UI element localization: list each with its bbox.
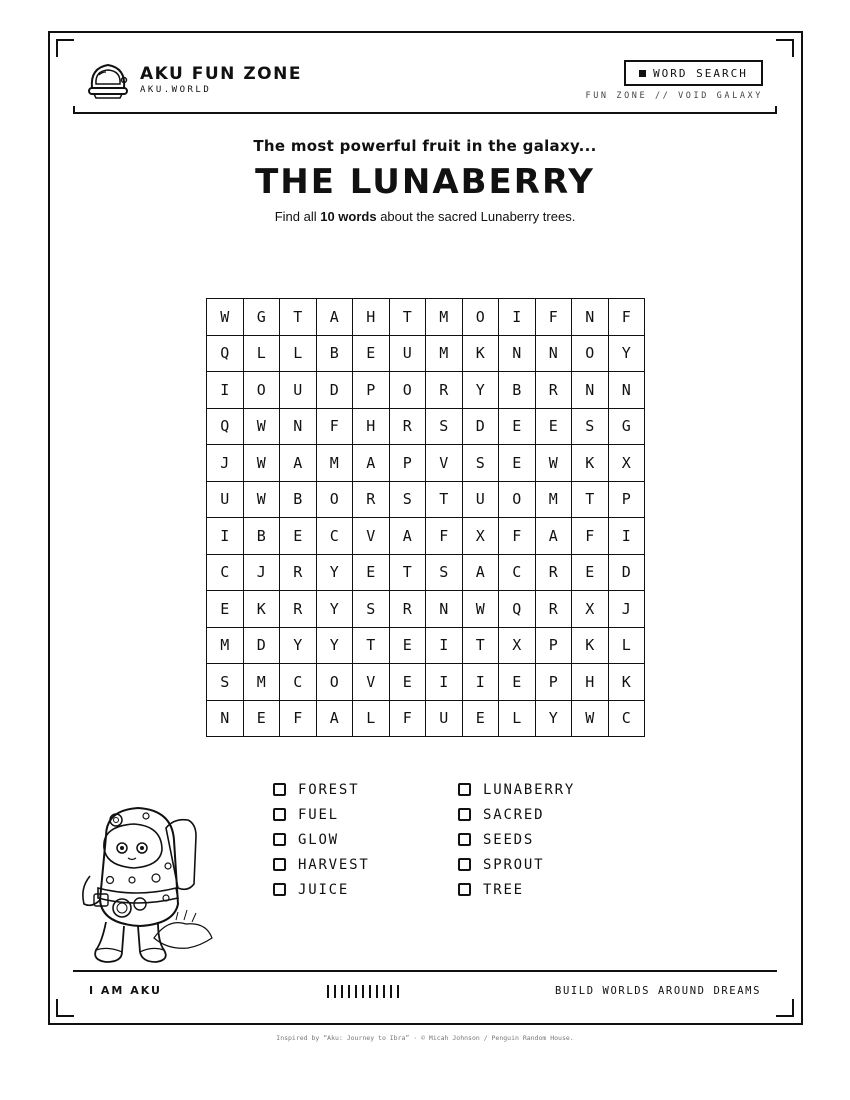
grid-cell[interactable]: U: [426, 701, 463, 738]
grid-cell[interactable]: H: [353, 299, 390, 336]
grid-cell[interactable]: R: [536, 591, 573, 628]
grid-cell[interactable]: A: [390, 518, 427, 555]
grid-cell[interactable]: S: [463, 445, 500, 482]
grid-cell[interactable]: X: [463, 518, 500, 555]
grid-cell[interactable]: A: [280, 445, 317, 482]
grid-cell[interactable]: N: [499, 336, 536, 373]
grid-cell[interactable]: F: [317, 409, 354, 446]
corner-mark-top-right: [776, 39, 794, 57]
grid-cell[interactable]: O: [390, 372, 427, 409]
grid-cell[interactable]: E: [499, 664, 536, 701]
word-list-item[interactable]: [458, 827, 575, 852]
word-checkbox[interactable]: [458, 833, 471, 846]
word-list-item[interactable]: [458, 877, 575, 902]
grid-cell[interactable]: R: [426, 372, 463, 409]
word-checkbox[interactable]: [273, 808, 286, 821]
corner-mark-bottom-left: [56, 999, 74, 1017]
grid-cell[interactable]: Y: [280, 628, 317, 665]
word-search-badge-label: WORD SEARCH: [653, 66, 748, 80]
grid-cell[interactable]: T: [390, 555, 427, 592]
grid-cell[interactable]: E: [244, 701, 281, 738]
grid-cell[interactable]: D: [463, 409, 500, 446]
grid-cell[interactable]: U: [280, 372, 317, 409]
barcode-icon: [327, 985, 399, 998]
grid-cell[interactable]: B: [317, 336, 354, 373]
grid-cell[interactable]: K: [609, 664, 646, 701]
grid-cell[interactable]: D: [317, 372, 354, 409]
header-divider: [73, 106, 777, 114]
grid-cell[interactable]: K: [572, 628, 609, 665]
corner-mark-top-left: [56, 39, 74, 57]
footer-divider: [73, 970, 777, 972]
word-list-column-2: [458, 777, 575, 902]
grid-cell[interactable]: N: [426, 591, 463, 628]
grid-cell[interactable]: J: [609, 591, 646, 628]
grid-cell[interactable]: T: [280, 299, 317, 336]
grid-cell[interactable]: C: [317, 518, 354, 555]
grid-cell[interactable]: Y: [317, 591, 354, 628]
grid-cell[interactable]: J: [244, 555, 281, 592]
grid-cell[interactable]: J: [207, 445, 244, 482]
grid-cell[interactable]: L: [353, 701, 390, 738]
grid-cell[interactable]: N: [572, 372, 609, 409]
word-checkbox[interactable]: [273, 883, 286, 896]
grid-cell[interactable]: I: [499, 299, 536, 336]
grid-cell[interactable]: E: [463, 701, 500, 738]
word-checkbox[interactable]: [458, 808, 471, 821]
grid-cell[interactable]: K: [572, 445, 609, 482]
grid-cell[interactable]: S: [207, 664, 244, 701]
grid-cell[interactable]: H: [572, 664, 609, 701]
grid-cell[interactable]: M: [536, 482, 573, 519]
grid-cell[interactable]: R: [536, 372, 573, 409]
word-checkbox[interactable]: [273, 783, 286, 796]
grid-cell[interactable]: W: [463, 591, 500, 628]
grid-cell[interactable]: N: [572, 299, 609, 336]
astronaut-helmet-icon: [86, 60, 130, 100]
instructions-word-count: 10 words: [320, 209, 377, 224]
word-list-column-1: [273, 777, 370, 902]
brand-url: AKU.WORLD: [140, 85, 212, 95]
grid-cell[interactable]: N: [609, 372, 646, 409]
grid-cell[interactable]: E: [207, 591, 244, 628]
grid-cell[interactable]: F: [280, 701, 317, 738]
grid-cell[interactable]: A: [353, 445, 390, 482]
grid-cell[interactable]: Y: [609, 336, 646, 373]
grid-cell[interactable]: Q: [207, 409, 244, 446]
grid-cell[interactable]: Y: [317, 628, 354, 665]
grid-cell[interactable]: O: [317, 664, 354, 701]
grid-cell[interactable]: F: [426, 518, 463, 555]
grid-cell[interactable]: D: [244, 628, 281, 665]
grid-cell[interactable]: O: [572, 336, 609, 373]
grid-cell[interactable]: N: [207, 701, 244, 738]
grid-cell[interactable]: E: [353, 555, 390, 592]
aku-mascot-illustration: [76, 796, 216, 968]
grid-cell[interactable]: T: [353, 628, 390, 665]
word-label: SEEDS: [483, 831, 535, 848]
grid-cell[interactable]: A: [463, 555, 500, 592]
grid-cell[interactable]: E: [499, 409, 536, 446]
grid-cell[interactable]: W: [244, 409, 281, 446]
grid-cell[interactable]: I: [207, 518, 244, 555]
word-search-grid[interactable]: [206, 298, 645, 737]
grid-cell[interactable]: T: [572, 482, 609, 519]
grid-cell[interactable]: M: [317, 445, 354, 482]
grid-cell[interactable]: K: [463, 336, 500, 373]
grid-cell[interactable]: M: [207, 628, 244, 665]
grid-cell[interactable]: I: [207, 372, 244, 409]
grid-cell[interactable]: T: [426, 482, 463, 519]
word-checkbox[interactable]: [458, 858, 471, 871]
grid-cell[interactable]: O: [317, 482, 354, 519]
grid-cell[interactable]: E: [353, 336, 390, 373]
word-label: HARVEST: [298, 856, 370, 873]
grid-cell[interactable]: E: [280, 518, 317, 555]
grid-cell[interactable]: G: [609, 409, 646, 446]
grid-cell[interactable]: U: [207, 482, 244, 519]
grid-cell[interactable]: C: [499, 555, 536, 592]
grid-cell[interactable]: Q: [499, 591, 536, 628]
brand-name: AKU FUN ZONE: [140, 64, 302, 84]
grid-cell[interactable]: C: [280, 664, 317, 701]
grid-cell[interactable]: X: [609, 445, 646, 482]
word-checkbox[interactable]: [273, 858, 286, 871]
grid-cell[interactable]: A: [536, 518, 573, 555]
grid-cell[interactable]: E: [536, 409, 573, 446]
word-label: SACRED: [483, 806, 545, 823]
grid-cell[interactable]: I: [609, 518, 646, 555]
grid-cell[interactable]: V: [426, 445, 463, 482]
grid-cell[interactable]: Y: [317, 555, 354, 592]
grid-cell[interactable]: L: [244, 336, 281, 373]
word-list-item[interactable]: [458, 777, 575, 802]
grid-cell[interactable]: I: [426, 664, 463, 701]
grid-cell[interactable]: R: [280, 555, 317, 592]
word-label: JUICE: [298, 881, 350, 898]
instructions: [0, 209, 850, 224]
grid-cell[interactable]: N: [280, 409, 317, 446]
grid-cell[interactable]: P: [536, 664, 573, 701]
grid-cell[interactable]: P: [390, 445, 427, 482]
grid-cell[interactable]: B: [499, 372, 536, 409]
grid-cell[interactable]: E: [390, 628, 427, 665]
grid-cell[interactable]: P: [353, 372, 390, 409]
grid-cell[interactable]: C: [207, 555, 244, 592]
grid-cell[interactable]: T: [390, 299, 427, 336]
word-list-item[interactable]: [458, 802, 575, 827]
grid-cell[interactable]: G: [244, 299, 281, 336]
grid-cell[interactable]: D: [609, 555, 646, 592]
grid-cell[interactable]: S: [353, 591, 390, 628]
grid-cell[interactable]: S: [390, 482, 427, 519]
grid-cell[interactable]: I: [426, 628, 463, 665]
grid-cell[interactable]: F: [609, 299, 646, 336]
grid-cell[interactable]: S: [426, 555, 463, 592]
instructions-suffix: about the sacred Lunaberry trees.: [376, 209, 576, 224]
grid-cell[interactable]: S: [572, 409, 609, 446]
grid-cell[interactable]: P: [609, 482, 646, 519]
credit-line: Inspired by “Aku: Journey to Ibra” · © Micah Johnson / Penguin Random House.: [276, 1034, 574, 1042]
corner-mark-bottom-right: [776, 999, 794, 1017]
word-checkbox[interactable]: [458, 783, 471, 796]
word-checkbox[interactable]: [273, 833, 286, 846]
grid-cell[interactable]: F: [536, 299, 573, 336]
grid-cell[interactable]: X: [499, 628, 536, 665]
word-list-item[interactable]: [273, 852, 370, 877]
grid-cell[interactable]: Y: [536, 701, 573, 738]
instructions-prefix: Find all: [274, 209, 321, 224]
grid-cell[interactable]: S: [426, 409, 463, 446]
word-label: LUNABERRY: [483, 781, 576, 798]
grid-cell[interactable]: W: [207, 299, 244, 336]
grid-cell[interactable]: I: [463, 664, 500, 701]
grid-cell[interactable]: U: [463, 482, 500, 519]
word-list-item[interactable]: [273, 777, 370, 802]
grid-cell[interactable]: A: [317, 701, 354, 738]
grid-cell[interactable]: V: [353, 518, 390, 555]
grid-cell[interactable]: R: [390, 591, 427, 628]
grid-cell[interactable]: X: [572, 591, 609, 628]
grid-cell[interactable]: Q: [207, 336, 244, 373]
grid-cell[interactable]: E: [499, 445, 536, 482]
grid-cell[interactable]: K: [244, 591, 281, 628]
grid-cell[interactable]: M: [426, 299, 463, 336]
footer-tagline: I AM AKU: [89, 984, 162, 997]
grid-cell[interactable]: W: [536, 445, 573, 482]
word-label: TREE: [483, 881, 524, 898]
word-checkbox[interactable]: [458, 883, 471, 896]
page-title: THE LUNABERRY: [255, 162, 595, 202]
tagline: The most powerful fruit in the galaxy...: [253, 137, 597, 155]
grid-cell[interactable]: C: [609, 701, 646, 738]
word-label: GLOW: [298, 831, 339, 848]
grid-cell[interactable]: O: [244, 372, 281, 409]
grid-cell[interactable]: Y: [463, 372, 500, 409]
grid-cell[interactable]: R: [536, 555, 573, 592]
grid-cell[interactable]: B: [280, 482, 317, 519]
grid-cell[interactable]: L: [499, 701, 536, 738]
grid-cell[interactable]: F: [390, 701, 427, 738]
grid-cell[interactable]: A: [317, 299, 354, 336]
grid-cell[interactable]: R: [353, 482, 390, 519]
word-list-item[interactable]: [458, 852, 575, 877]
footer-motto: BUILD WORLDS AROUND DREAMS: [555, 985, 761, 997]
grid-cell[interactable]: V: [353, 664, 390, 701]
grid-cell[interactable]: F: [499, 518, 536, 555]
grid-cell[interactable]: H: [353, 409, 390, 446]
grid-cell[interactable]: M: [426, 336, 463, 373]
grid-cell[interactable]: N: [536, 336, 573, 373]
word-list-item[interactable]: [273, 827, 370, 852]
grid-cell[interactable]: E: [572, 555, 609, 592]
grid-cell[interactable]: R: [280, 591, 317, 628]
word-label: FOREST: [298, 781, 360, 798]
square-bullet-icon: [639, 70, 646, 77]
grid-cell[interactable]: E: [390, 664, 427, 701]
grid-cell[interactable]: L: [609, 628, 646, 665]
grid-cell[interactable]: F: [572, 518, 609, 555]
word-list-item[interactable]: [273, 802, 370, 827]
word-search-badge: [624, 60, 763, 86]
grid-cell[interactable]: M: [244, 664, 281, 701]
zone-tag: FUN ZONE // VOID GALAXY: [585, 91, 763, 101]
grid-cell[interactable]: W: [244, 482, 281, 519]
word-list-item[interactable]: [273, 877, 370, 902]
grid-cell[interactable]: T: [463, 628, 500, 665]
grid-cell[interactable]: W: [244, 445, 281, 482]
grid-cell[interactable]: U: [390, 336, 427, 373]
grid-cell[interactable]: R: [390, 409, 427, 446]
grid-cell[interactable]: O: [463, 299, 500, 336]
grid-cell[interactable]: O: [499, 482, 536, 519]
word-label: FUEL: [298, 806, 339, 823]
grid-cell[interactable]: W: [572, 701, 609, 738]
grid-cell[interactable]: P: [536, 628, 573, 665]
word-label: SPROUT: [483, 856, 545, 873]
grid-cell[interactable]: L: [280, 336, 317, 373]
grid-cell[interactable]: B: [244, 518, 281, 555]
